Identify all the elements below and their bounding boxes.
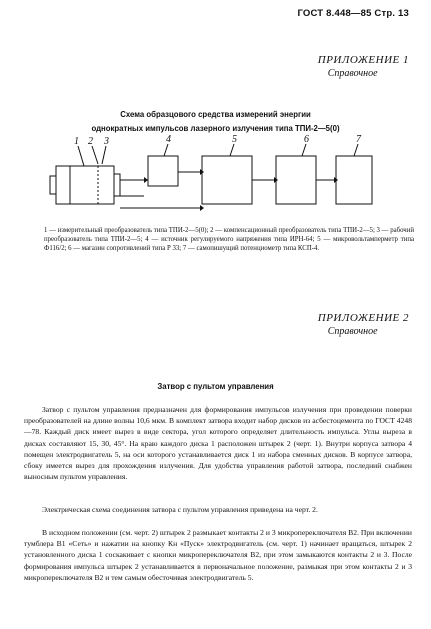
- figure-label-4: 4: [166, 134, 171, 145]
- leader-5: [230, 144, 234, 156]
- block-diagram: [40, 134, 380, 218]
- converter-assembly: [56, 166, 114, 204]
- figure-title-line-2: однократных импульсов лазерного излучения типа ТПИ-2—5(0): [91, 124, 340, 133]
- paragraph-3: В исходном положении (см. черт. 2) штырек 2 размыкает контакты 2 и 3 микропереключателя В2. При включении тумблера В1 «Сеть» и нажатии на кнопку Кн «Пуск» электродвигатель (см. черт. 1) начинает вращаться, штырек 2 установленного диска 1 соскакивает с кнопки микропереключателя В2, при этом замыкаются контакты 2 и 3. После формирования импульса штырек 2 устанавливается в первоначальное положение, размыкая при этом контакты 2 и 3 микропереключателя В2 и тем самым обесточивая электродвигатель 5.: [24, 528, 412, 582]
- page-header: ГОСТ 8.448—85 Стр. 13: [297, 8, 409, 19]
- block-5: [202, 156, 252, 204]
- leader-6: [302, 144, 306, 156]
- block-7: [336, 156, 372, 204]
- leader-3: [102, 146, 106, 164]
- section-title: Затвор с пультом управления: [157, 382, 274, 391]
- figure-label-7: 7: [356, 134, 361, 145]
- appendix-1-subtitle: Справочное: [327, 68, 378, 79]
- appendix-2-subtitle: Справочное: [327, 326, 378, 337]
- figure-label-1: 1: [74, 136, 79, 147]
- figure-label-2: 2: [88, 136, 93, 147]
- figure-caption: 1 — измерительный преобразователь типа ТПИ-2—5(0); 2 — компенсационный преобразователь типа ТПИ-2—5; 3 — рабочий преобразователь типа ТПИ-2—5; 4 — источник регулируемого напряжения типа ИРН-64; 5 — микровольтамперметр типа Ф116/2; 6 — магазин сопротивлений типа Р 33; 7 — самопишущий потенциометр типа КСП-4.: [44, 227, 414, 252]
- block-6: [276, 156, 316, 204]
- leader-1: [78, 146, 84, 166]
- figure-label-3: 3: [104, 136, 109, 147]
- appendix-2-heading: [318, 312, 409, 338]
- paragraph-1: Затвор с пультом управления предназначен для формирования импульсов излучения при проведении поверки преобразователей на длине волны 10,6 мкм. В комплект затвора входит набор дисков из асбестоцемента по ГОСТ 4248—78. Каждый диск имеет вырез в виде сектора, угол которого определяет длительность импульса. Углы выреза в дисках составляют 15, 30, 45°. На краю каждого диска 1 расположен штырек 2 (черт. 1). Внутри корпуса затвора 4 помещен электродвигатель 5, на оси которого устанавливается диск 1 из набора сменных дисков. В корпусе затвора, сбоку имеется вырез для прохождения излучения. Для удобства управления работой затвора, последний снабжен выносным пультом управления.: [24, 405, 412, 482]
- appendix-2-title: ПРИЛОЖЕНИЕ 2: [317, 312, 409, 324]
- converter-3-right: [114, 174, 120, 196]
- appendix-1-title: ПРИЛОЖЕНИЕ 1: [317, 54, 409, 66]
- figure-label-6: 6: [304, 134, 309, 145]
- block-4: [148, 156, 178, 186]
- appendix-1-heading: [318, 54, 409, 80]
- converter-1-left: [50, 176, 56, 194]
- leader-4: [164, 144, 168, 156]
- figure-title-line-1: Схема образцового средства измерений энергии: [120, 110, 311, 119]
- paragraph-2: Электрическая схема соединения затвора с пультом управления приведена на черт. 2.: [42, 505, 318, 514]
- figure-label-5: 5: [232, 134, 237, 145]
- leader-2: [92, 146, 98, 164]
- leader-7: [354, 144, 358, 156]
